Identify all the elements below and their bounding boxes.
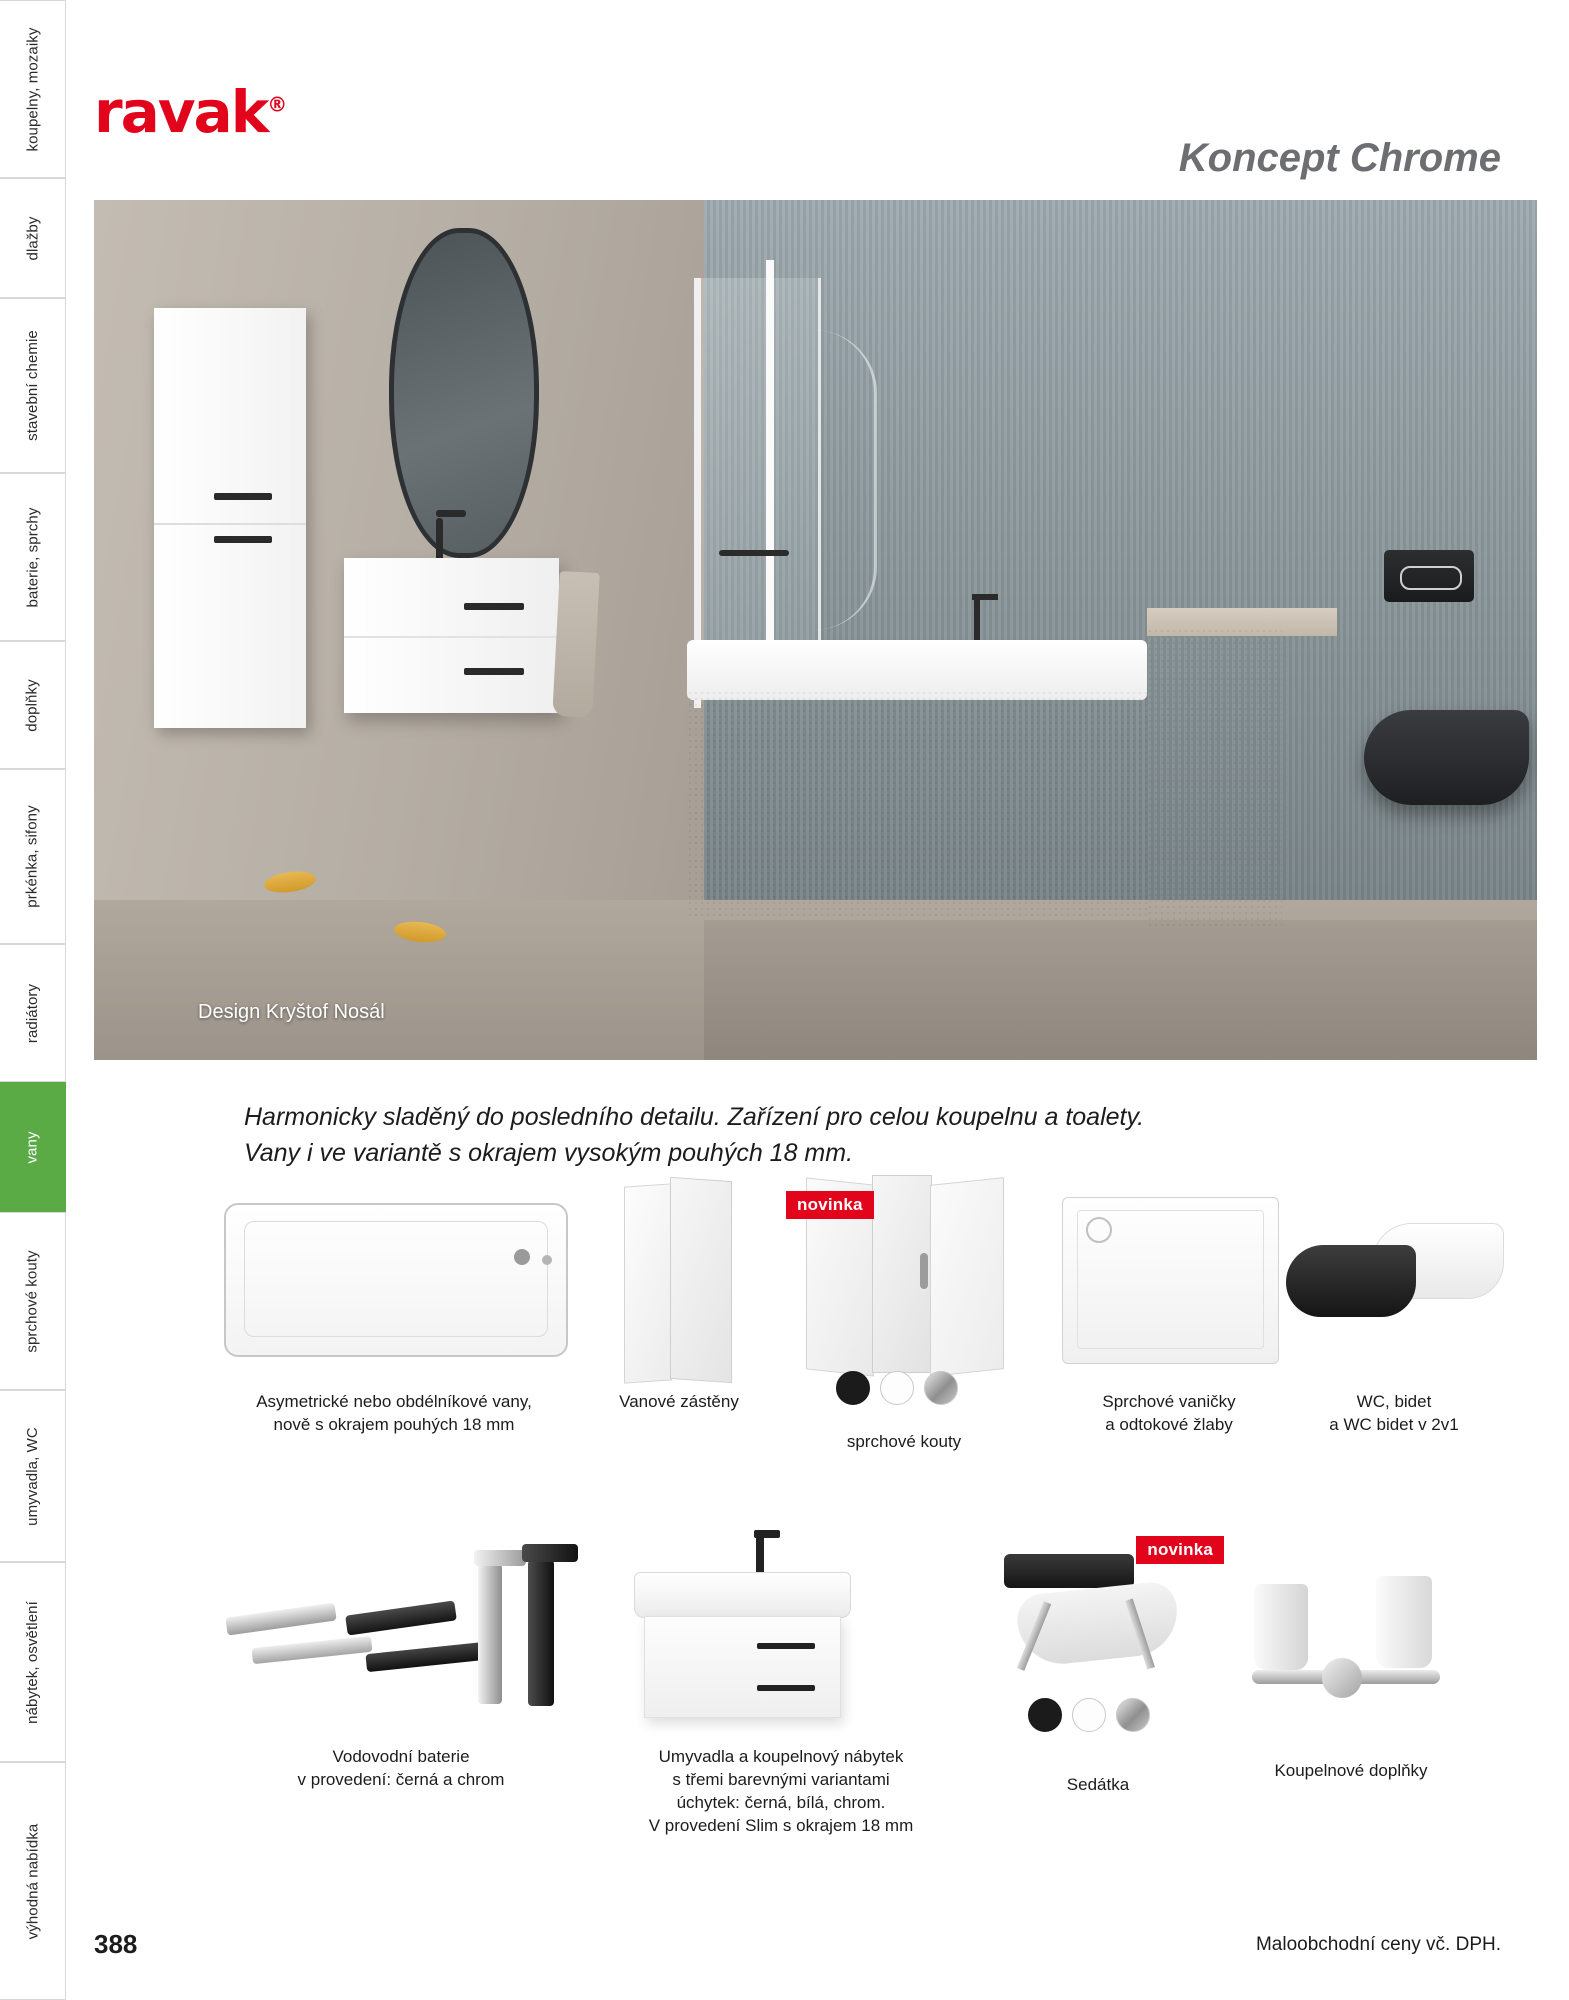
vanity-unit — [344, 558, 559, 713]
swatch-white[interactable] — [880, 1371, 914, 1405]
floor-right — [704, 920, 1537, 1060]
sidebar-item-sprchove-kouty[interactable] — [0, 1212, 66, 1390]
sidebar-item-vany[interactable] — [0, 1082, 66, 1212]
sidebar-item-label: baterie, sprchy — [24, 507, 42, 607]
sidebar-item-label: stavební chemie — [24, 330, 42, 441]
intro-line-2: Vany i ve variantě s okrajem vysokým pouhých 18 mm. — [244, 1138, 854, 1167]
product-image-vanove-zasteny — [584, 1175, 774, 1390]
sidebar-item-doplnky[interactable] — [0, 641, 66, 769]
stone-side-wall — [1147, 628, 1282, 928]
product-sprchove-kouty[interactable] — [788, 1175, 1020, 1453]
sidebar-item-vyhodna-nabidka[interactable] — [0, 1762, 66, 2000]
ravak-logo — [94, 78, 287, 146]
design-credit: Design Kryštof Nosál — [198, 1001, 385, 1023]
caption-line: sprchové kouty — [846, 1432, 962, 1451]
swatch-black[interactable] — [836, 1371, 870, 1405]
towel — [552, 571, 600, 718]
hero-bathroom-photo — [94, 200, 1537, 1060]
swatch-chrome[interactable] — [924, 1371, 958, 1405]
sidebar-category-tabs — [0, 0, 66, 2000]
caption-line: Vodovodní baterie — [332, 1747, 470, 1766]
logo-text: ravak — [94, 78, 268, 146]
product-row-2 — [216, 1530, 1506, 1850]
product-umyvadla-nabytek[interactable] — [616, 1530, 946, 1837]
shower-post-right — [766, 260, 774, 700]
shower-glass-panel — [694, 278, 821, 698]
caption-line: Koupelnové doplňky — [1274, 1761, 1428, 1780]
sidebar-item-label: výhodná nabídka — [24, 1823, 42, 1939]
product-caption-sprchove-kouty — [788, 1430, 1020, 1453]
caption-line: Umyvadla a koupelnový nábytek — [658, 1747, 904, 1766]
product-vodovodni-baterie[interactable] — [216, 1530, 586, 1791]
caption-line: nově s okrajem pouhých 18 mm — [273, 1415, 515, 1435]
shower-glass-curve — [814, 330, 877, 630]
sidebar-item-label: koupelny, mozaiky — [24, 27, 42, 151]
flush-plate — [1384, 550, 1474, 602]
product-vany[interactable] — [216, 1175, 572, 1436]
product-caption-umyvadla — [616, 1745, 946, 1837]
product-wc-bidet[interactable] — [1276, 1175, 1512, 1436]
caption-line: Sprchové vaničky — [1102, 1392, 1236, 1411]
product-caption-sedatka — [978, 1773, 1218, 1796]
page-title: Koncept Chrome — [1178, 136, 1501, 180]
bath-faucet — [974, 600, 980, 642]
bath-stone-panel — [687, 690, 1147, 920]
sidebar-item-radiatory[interactable] — [0, 944, 66, 1082]
sidebar-item-label: dlažby — [24, 216, 41, 260]
caption-line: Vanové zástěny — [619, 1392, 739, 1411]
sidebar-item-nabytek-osvetleni[interactable] — [0, 1562, 66, 1762]
product-caption-baterie — [216, 1745, 586, 1791]
intro-text — [244, 1100, 1424, 1171]
sidebar-item-label: prkénka, sifony — [24, 805, 42, 908]
product-caption-vany — [216, 1390, 572, 1436]
product-image-wc-bidet — [1276, 1175, 1512, 1390]
sidebar-item-stavebni-chemie[interactable] — [0, 298, 66, 473]
product-sedatka[interactable] — [978, 1530, 1218, 1796]
sidebar-item-label: umyvadla, WC — [24, 1426, 42, 1526]
caption-line: Asymetrické nebo obdélníkové vany, — [256, 1392, 532, 1411]
sidebar-item-label: nábytek, osvětlení — [24, 1600, 41, 1724]
page-content — [66, 0, 1569, 2000]
sidebar-item-prkenka-sifony[interactable] — [0, 769, 66, 944]
sidebar-item-label: radiátory — [23, 983, 41, 1043]
tall-cabinet — [154, 308, 306, 728]
product-vanove-zasteny[interactable] — [584, 1175, 774, 1413]
caption-line: a WC bidet v 2v1 — [1329, 1415, 1459, 1435]
product-image-doplnky — [1226, 1530, 1476, 1745]
sidebar-item-label: doplňky — [24, 678, 41, 732]
sidebar-item-koupelny-mozaiky[interactable] — [0, 0, 66, 178]
product-row-1 — [216, 1175, 1506, 1475]
wall-hung-wc — [1364, 710, 1529, 805]
caption-line: s třemi barevnými variantami — [672, 1770, 890, 1790]
caption-line: úchytek: černá, bílá, chrom. — [676, 1793, 886, 1813]
page-number: 388 — [94, 1929, 138, 1959]
product-image-vany — [216, 1175, 572, 1390]
sidebar-item-baterie-sprchy[interactable] — [0, 473, 66, 641]
badge-novinka: novinka — [1136, 1536, 1224, 1564]
product-koupelnove-doplnky[interactable] — [1226, 1530, 1476, 1782]
caption-line: Sedátka — [1066, 1775, 1130, 1794]
registered-mark-icon: ® — [267, 92, 288, 117]
badge-novinka: novinka — [786, 1191, 874, 1219]
sidebar-item-label: vany — [24, 1130, 41, 1164]
caption-line: WC, bidet — [1356, 1392, 1432, 1411]
product-caption-sprchove-vanicky — [1034, 1390, 1304, 1436]
sidebar-item-dlazby[interactable] — [0, 178, 66, 298]
sidebar-item-umyvadla-wc[interactable] — [0, 1390, 66, 1562]
grab-bar — [719, 550, 789, 556]
swatch-white[interactable] — [1072, 1698, 1106, 1732]
product-image-umyvadla — [616, 1530, 946, 1745]
product-image-baterie — [216, 1530, 586, 1745]
caption-line: v provedení: černá a chrom — [297, 1770, 505, 1790]
product-caption-doplnky — [1226, 1759, 1476, 1782]
caption-line: V provedení Slim s okrajem 18 mm — [648, 1816, 914, 1836]
color-swatches-kouty — [836, 1371, 958, 1405]
product-image-sprchove-vanicky — [1034, 1175, 1304, 1390]
color-swatches-sedatka — [1028, 1698, 1150, 1732]
product-caption-vanove-zasteny — [584, 1390, 774, 1413]
intro-line-1: Harmonicky sladěný do posledního detailu. Zařízení pro celou koupelnu a toalety. — [244, 1103, 1145, 1131]
oval-mirror — [389, 228, 539, 558]
swatch-chrome[interactable] — [1116, 1698, 1150, 1732]
caption-line: a odtokové žlaby — [1105, 1415, 1233, 1435]
swatch-black[interactable] — [1028, 1698, 1062, 1732]
sidebar-item-label: sprchové kouty — [24, 1249, 42, 1353]
product-sprchove-vanicky[interactable] — [1034, 1175, 1304, 1436]
footer-note: Maloobchodní ceny vč. DPH. — [1255, 1934, 1501, 1955]
product-caption-wc-bidet — [1276, 1390, 1512, 1436]
